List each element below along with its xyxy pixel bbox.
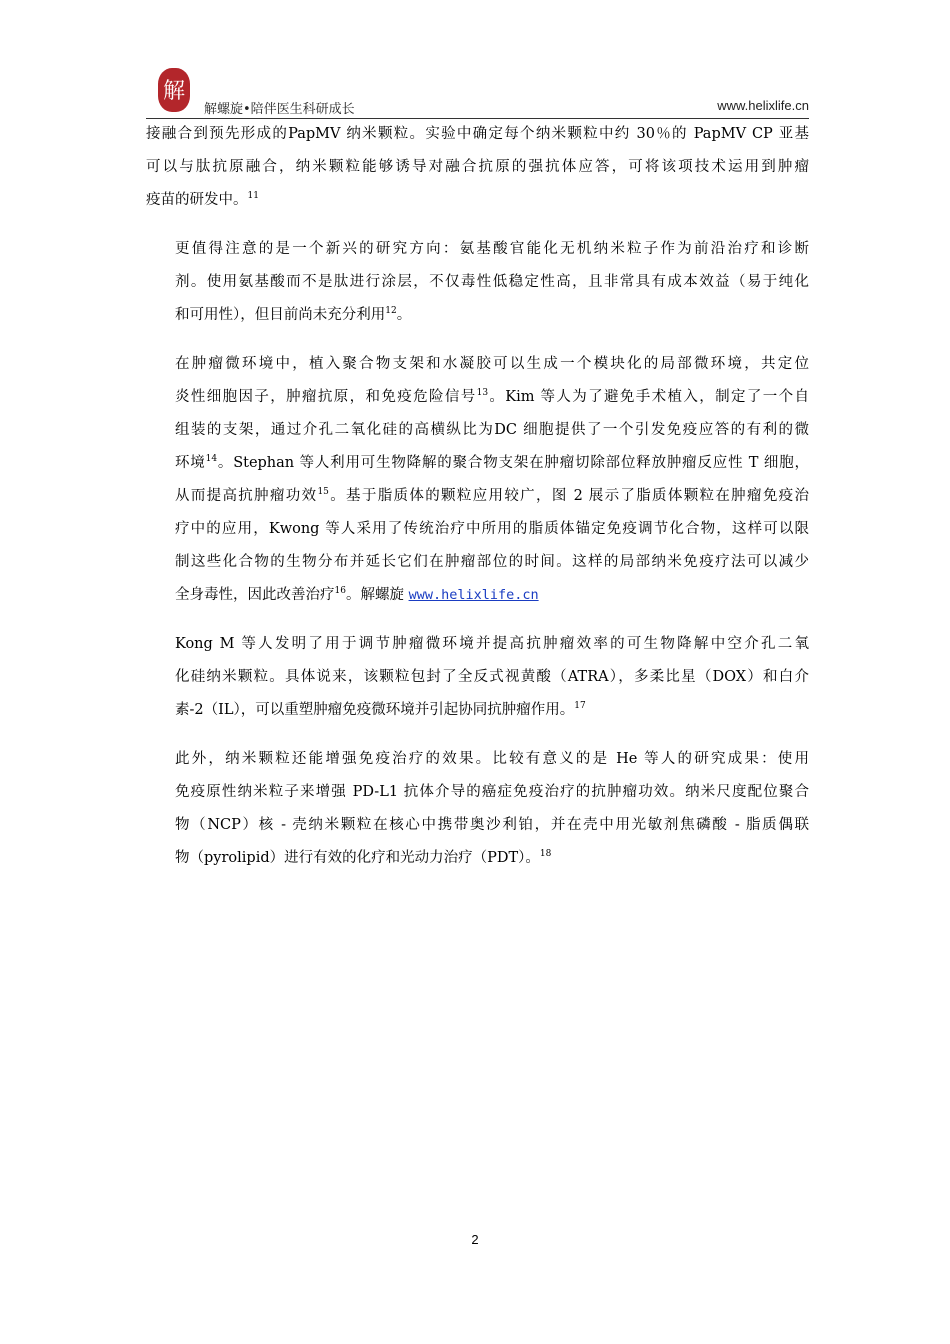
text-line: 从而提高抗肿瘤功效$^{15}$。基于脂质体的颗粒应用较广，图 2 展示了脂质体颗粒在肿瘤免疫治 bbox=[175, 487, 809, 504]
text-line: 炎性细胞因子，肿瘤抗原，和免疫危险信号$^{13}$。Kim 等人为了避免手术植入，制定了一个自 bbox=[175, 388, 809, 405]
helixlife-link[interactable]: www.helixlife.cn bbox=[408, 587, 539, 603]
text-line: 剂。使用氨基酸而不是肽进行涂层，不仅毒性低稳定性高，且非常具有成本效益（易于纯化 bbox=[175, 274, 809, 290]
text-line: 全身毒性，因此改善治疗$^{16}$。解螺旋 www.helixlife.cn bbox=[175, 586, 539, 603]
citation-ref: 18 bbox=[539, 849, 552, 860]
text-line: 在肿瘤微环境中，植入聚合物支架和水凝胶可以生成一个模块化的局部微环境，共定位 bbox=[175, 356, 809, 372]
text-line: 素-2（IL），可以重塑肿瘤免疫微环境并引起协同抗肿瘤作用。$^{17}$ bbox=[175, 701, 586, 718]
header-title: 解螺旋•陪伴医生科研成长 bbox=[204, 102, 355, 117]
text-line: 物（pyrolipid）进行有效的化疗和光动力治疗（PDT）。$^{18}$ bbox=[175, 849, 552, 866]
page-number: 2 bbox=[471, 1232, 479, 1247]
text-line: 和可用性），但目前尚未充分利用$^{12}$。 bbox=[175, 306, 412, 323]
text-line: 接融合到预先形成的PapMV 纳米颗粒。实验中确定每个纳米颗粒中约 30％的 PapMV CP 亚基 bbox=[146, 126, 809, 142]
svg-text:解: 解 bbox=[162, 79, 186, 104]
citation-ref: 13 bbox=[476, 388, 489, 399]
text-line: 此外，纳米颗粒还能增强免疫治疗的效果。比较有意义的是 He 等人的研究成果：使用 bbox=[175, 751, 809, 767]
text-line: 化硅纳米颗粒。具体说来，该颗粒包封了全反式视黄酸（ATRA），多柔比星（DOX）和白介 bbox=[175, 669, 809, 685]
text-line: 免疫原性纳米粒子来增强 PD-L1 抗体介导的癌症免疫治疗的抗肿瘤功效。纳米尺度配位聚合 bbox=[175, 784, 809, 800]
paragraph-he bbox=[146, 743, 809, 875]
text-line: 组装的支架，通过介孔二氧化硅的高横纵比为DC 细胞提供了一个引发免疫应答的有利的微 bbox=[175, 422, 809, 438]
citation-ref: 11 bbox=[247, 191, 259, 202]
paragraph-kong bbox=[146, 628, 809, 727]
text-line: 制这些化合物的生物分布并延长它们在肿瘤部位的时间。这样的局部纳米免疫疗法可以减少 bbox=[175, 554, 809, 570]
paragraph-papmv bbox=[146, 118, 809, 217]
citation-ref: 12 bbox=[385, 306, 397, 317]
citation-ref: 17 bbox=[574, 701, 586, 712]
paragraph-tumor-microenvironment bbox=[146, 348, 809, 612]
text-line: 物（NCP）核 - 壳纳米颗粒在核心中携带奥沙利铂，并在壳中用光敏剂焦磷酸 - 脂质偶联 bbox=[175, 817, 809, 833]
helixlife-seal-logo-icon bbox=[156, 66, 192, 114]
text-line: 更值得注意的是一个新兴的研究方向：氨基酸官能化无机纳米粒子作为前沿治疗和诊断 bbox=[175, 241, 809, 257]
text-line: 疫苗的研发中。$^{11}$ bbox=[146, 191, 259, 208]
citation-ref: 15 bbox=[317, 487, 329, 498]
text-line: 疗中的应用，Kwong 等人采用了传统治疗中所用的脂质体锚定免疫调节化合物，这样可以限 bbox=[175, 521, 809, 537]
citation-ref: 16 bbox=[334, 586, 346, 597]
header-url: www.helixlife.cn bbox=[717, 98, 809, 113]
document-body bbox=[146, 118, 809, 891]
text-line: 环境$^{14}$。Stephan 等人利用可生物降解的聚合物支架在肿瘤切除部位释放肿瘤反应性 T 细胞， bbox=[175, 454, 810, 471]
citation-ref: 14 bbox=[205, 454, 218, 465]
text-line: 可以与肽抗原融合，纳米颗粒能够诱导对融合抗原的强抗体应答，可将该项技术运用到肿瘤 bbox=[146, 159, 809, 175]
paragraph-amino-acid bbox=[146, 233, 809, 332]
page-header bbox=[146, 62, 809, 120]
text-line: Kong M 等人发明了用于调节肿瘤微环境并提高抗肿瘤效率的可生物降解中空介孔二氧 bbox=[175, 636, 809, 652]
